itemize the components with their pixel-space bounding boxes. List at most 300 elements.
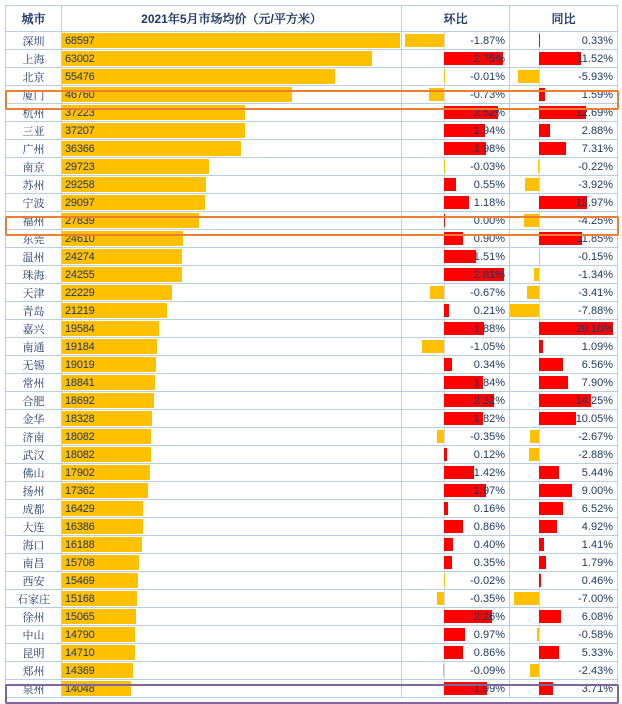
yoy-bar-label: -0.22% xyxy=(578,160,613,173)
yoy-bar-label: 6.08% xyxy=(581,610,613,623)
price-bar xyxy=(62,87,292,102)
cell-yoy xyxy=(510,554,618,572)
cell-mom xyxy=(402,86,510,104)
cell-mom xyxy=(402,374,510,392)
yoy-bar xyxy=(538,160,539,173)
mom-bar-label: -0.35% xyxy=(470,592,505,605)
cell-price xyxy=(62,68,402,86)
yoy-bar-label: -2.88% xyxy=(578,448,613,461)
cell-city: 嘉兴 xyxy=(6,320,62,338)
table-row[interactable] xyxy=(6,140,618,158)
yoy-bar xyxy=(534,268,539,281)
yoy-bar xyxy=(539,34,540,47)
table-row[interactable] xyxy=(6,500,618,518)
mom-bar xyxy=(444,358,451,371)
cell-yoy xyxy=(510,32,618,50)
yoy-bar xyxy=(539,556,546,569)
cell-price xyxy=(62,176,402,194)
table-row[interactable] xyxy=(6,338,618,356)
price-label: 18692 xyxy=(65,394,95,407)
cell-mom xyxy=(402,554,510,572)
cell-mom xyxy=(402,266,510,284)
yoy-bar xyxy=(539,88,545,101)
cell-city: 西安 xyxy=(6,572,62,590)
cell-yoy xyxy=(510,392,618,410)
mom-bar xyxy=(444,556,451,569)
mom-bar xyxy=(444,646,462,659)
cell-city: 南京 xyxy=(6,158,62,176)
table-row[interactable] xyxy=(6,374,618,392)
cell-price xyxy=(62,32,402,50)
table-row[interactable] xyxy=(6,320,618,338)
price-label: 29723 xyxy=(65,160,95,173)
cell-city: 扬州 xyxy=(6,482,62,500)
table-row[interactable] xyxy=(6,158,618,176)
table-row[interactable] xyxy=(6,392,618,410)
cell-city: 温州 xyxy=(6,248,62,266)
cell-yoy xyxy=(510,266,618,284)
mom-bar-label: -0.02% xyxy=(470,574,505,587)
cell-price xyxy=(62,518,402,536)
cell-mom xyxy=(402,608,510,626)
cell-price xyxy=(62,482,402,500)
yoy-bar-label: 0.33% xyxy=(581,34,613,47)
price-label: 37223 xyxy=(65,106,95,119)
price-label: 18328 xyxy=(65,412,95,425)
price-label: 46760 xyxy=(65,88,95,101)
table-row[interactable] xyxy=(6,302,618,320)
price-label: 55476 xyxy=(65,70,95,83)
mom-bar-label: -0.73% xyxy=(470,88,505,101)
yoy-bar-label: 1.09% xyxy=(581,340,613,353)
mom-bar-label: 0.00% xyxy=(473,214,505,227)
cell-mom xyxy=(402,464,510,482)
price-label: 68597 xyxy=(65,34,95,47)
table-row[interactable] xyxy=(6,482,618,500)
mom-bar xyxy=(422,340,444,353)
yoy-bar-label: 10.05% xyxy=(575,412,613,425)
mom-bar-label: 0.12% xyxy=(473,448,505,461)
cell-price xyxy=(62,122,402,140)
mom-bar xyxy=(444,304,449,317)
mom-bar xyxy=(405,34,445,47)
yoy-bar xyxy=(539,412,576,425)
yoy-bar xyxy=(537,628,539,641)
yoy-bar xyxy=(524,214,540,227)
cell-mom xyxy=(402,320,510,338)
price-label: 16429 xyxy=(65,502,95,515)
cell-city: 南通 xyxy=(6,338,62,356)
cell-yoy xyxy=(510,356,618,374)
yoy-bar xyxy=(525,178,539,191)
cell-mom xyxy=(402,626,510,644)
mom-bar xyxy=(444,214,445,227)
mom-bar-label: 0.55% xyxy=(473,178,505,191)
cell-yoy xyxy=(510,482,618,500)
cell-price xyxy=(62,464,402,482)
table-row[interactable] xyxy=(6,68,618,86)
mom-bar xyxy=(444,466,474,479)
mom-bar-label: 0.86% xyxy=(473,646,505,659)
price-label: 21219 xyxy=(65,304,95,317)
cell-price xyxy=(62,158,402,176)
cell-city: 中山 xyxy=(6,626,62,644)
cell-city: 上海 xyxy=(6,50,62,68)
yoy-bar-label: 6.52% xyxy=(581,502,613,515)
cell-yoy xyxy=(510,212,618,230)
mom-bar xyxy=(444,250,476,263)
mom-bar-label: -0.01% xyxy=(470,70,505,83)
cell-mom xyxy=(402,284,510,302)
cell-yoy xyxy=(510,428,618,446)
table-row[interactable] xyxy=(6,212,618,230)
cell-city: 大连 xyxy=(6,518,62,536)
cell-price xyxy=(62,500,402,518)
yoy-bar-label: 11.85% xyxy=(576,232,613,245)
table-row[interactable] xyxy=(6,518,618,536)
cell-price xyxy=(62,140,402,158)
price-label: 36366 xyxy=(65,142,95,155)
table-row[interactable] xyxy=(6,428,618,446)
cell-price xyxy=(62,572,402,590)
mom-bar xyxy=(437,430,444,443)
column-header-city: 城市 xyxy=(6,6,62,32)
cell-price xyxy=(62,86,402,104)
price-label: 37207 xyxy=(65,124,95,137)
mom-bar-label: -1.05% xyxy=(470,340,505,353)
mom-bar-label: 1.98% xyxy=(473,142,505,155)
yoy-bar xyxy=(539,646,559,659)
cell-yoy xyxy=(510,68,618,86)
mom-bar xyxy=(444,628,465,641)
cell-mom xyxy=(402,50,510,68)
table-row[interactable] xyxy=(6,446,618,464)
cell-mom xyxy=(402,68,510,86)
table-row[interactable] xyxy=(6,194,618,212)
cell-city: 济南 xyxy=(6,428,62,446)
mom-bar-label: 2.81% xyxy=(473,268,505,281)
table-row[interactable] xyxy=(6,248,618,266)
cell-price xyxy=(62,590,402,608)
price-label: 19019 xyxy=(65,358,95,371)
cell-yoy xyxy=(510,644,618,662)
table-row[interactable] xyxy=(6,50,618,68)
table-row[interactable] xyxy=(6,662,618,680)
yoy-bar-label: -7.00% xyxy=(578,592,613,605)
mom-bar xyxy=(437,592,444,605)
cell-yoy xyxy=(510,662,618,680)
yoy-bar-label: 20.10% xyxy=(575,322,613,335)
yoy-bar-label: 5.44% xyxy=(581,466,613,479)
mom-bar-label: 1.42% xyxy=(473,466,505,479)
mom-bar xyxy=(444,574,445,587)
cell-price xyxy=(62,680,402,698)
cell-mom xyxy=(402,536,510,554)
mom-bar-label: 1.51% xyxy=(473,250,505,263)
mom-bar xyxy=(444,160,445,173)
price-label: 18841 xyxy=(65,376,95,389)
price-label: 14369 xyxy=(65,664,95,677)
cell-yoy xyxy=(510,626,618,644)
cell-city: 深圳 xyxy=(6,32,62,50)
yoy-bar xyxy=(539,502,563,515)
cell-price xyxy=(62,410,402,428)
mom-bar-label: 2.32% xyxy=(473,394,505,407)
cell-city: 福州 xyxy=(6,212,62,230)
price-label: 14790 xyxy=(65,628,95,641)
mom-bar-label: -0.35% xyxy=(470,430,505,443)
cell-mom xyxy=(402,212,510,230)
mom-bar xyxy=(444,196,469,209)
mom-bar xyxy=(443,664,445,677)
mom-bar xyxy=(430,286,444,299)
cell-city: 青岛 xyxy=(6,302,62,320)
column-header-yoy: 同比 xyxy=(510,6,618,32)
cell-yoy xyxy=(510,284,618,302)
price-label: 24255 xyxy=(65,268,95,281)
yoy-bar xyxy=(510,304,539,317)
mom-bar-label: 1.88% xyxy=(473,322,505,335)
column-header-mom: 环比 xyxy=(402,6,510,32)
cell-price xyxy=(62,284,402,302)
cell-mom xyxy=(402,446,510,464)
cell-yoy xyxy=(510,464,618,482)
table-row[interactable] xyxy=(6,356,618,374)
price-label: 29097 xyxy=(65,196,95,209)
yoy-bar-label: -0.15% xyxy=(578,250,613,263)
table-row[interactable] xyxy=(6,176,618,194)
price-label: 29258 xyxy=(65,178,95,191)
cell-price xyxy=(62,338,402,356)
cell-mom xyxy=(402,500,510,518)
yoy-bar-label: -1.34% xyxy=(578,268,613,281)
yoy-bar xyxy=(539,124,550,137)
yoy-bar xyxy=(539,466,559,479)
cell-price xyxy=(62,104,402,122)
mom-bar xyxy=(444,232,463,245)
cell-city: 三亚 xyxy=(6,122,62,140)
cell-yoy xyxy=(510,140,618,158)
cell-yoy xyxy=(510,536,618,554)
cell-city: 郑州 xyxy=(6,662,62,680)
price-label: 16386 xyxy=(65,520,95,533)
yoy-bar xyxy=(518,70,540,83)
cell-price xyxy=(62,662,402,680)
mom-bar-label: -0.03% xyxy=(470,160,505,173)
table-row[interactable] xyxy=(6,644,618,662)
price-label: 24274 xyxy=(65,250,95,263)
yoy-bar xyxy=(539,538,544,551)
table-row[interactable] xyxy=(6,104,618,122)
price-label: 14048 xyxy=(65,682,95,695)
cell-mom xyxy=(402,590,510,608)
price-label: 17902 xyxy=(65,466,95,479)
cell-mom xyxy=(402,104,510,122)
cell-mom xyxy=(402,338,510,356)
cell-price xyxy=(62,536,402,554)
mom-bar xyxy=(444,448,447,461)
mom-bar xyxy=(444,70,445,83)
mom-bar-label: 0.21% xyxy=(473,304,505,317)
yoy-bar xyxy=(539,682,553,695)
cell-price xyxy=(62,194,402,212)
yoy-bar-label: -3.41% xyxy=(578,286,613,299)
price-label: 15065 xyxy=(65,610,95,623)
yoy-bar xyxy=(539,520,557,533)
table-header-row xyxy=(6,6,618,32)
city-price-table xyxy=(5,5,618,698)
mom-bar xyxy=(444,178,456,191)
yoy-bar xyxy=(539,574,541,587)
yoy-bar xyxy=(529,448,540,461)
yoy-bar xyxy=(539,340,543,353)
cell-city: 南昌 xyxy=(6,554,62,572)
cell-yoy xyxy=(510,680,618,698)
cell-mom xyxy=(402,410,510,428)
yoy-bar xyxy=(514,592,540,605)
price-label: 16188 xyxy=(65,538,95,551)
table-row[interactable] xyxy=(6,626,618,644)
yoy-bar-label: -3.92% xyxy=(578,178,613,191)
cell-price xyxy=(62,428,402,446)
cell-yoy xyxy=(510,230,618,248)
cell-price xyxy=(62,230,402,248)
cell-yoy xyxy=(510,50,618,68)
mom-bar-label: -0.09% xyxy=(470,664,505,677)
table-row[interactable] xyxy=(6,536,618,554)
cell-city: 徐州 xyxy=(6,608,62,626)
cell-mom xyxy=(402,230,510,248)
mom-bar-label: 1.84% xyxy=(473,376,505,389)
cell-city: 天津 xyxy=(6,284,62,302)
yoy-bar xyxy=(530,664,539,677)
yoy-bar-label: 12.69% xyxy=(575,106,613,119)
yoy-bar-label: -2.67% xyxy=(578,430,613,443)
table-row[interactable] xyxy=(6,32,618,50)
cell-city: 北京 xyxy=(6,68,62,86)
price-label: 63002 xyxy=(65,52,95,65)
mom-bar xyxy=(444,502,447,515)
cell-price xyxy=(62,446,402,464)
yoy-bar-label: 9.00% xyxy=(581,484,613,497)
cell-price xyxy=(62,248,402,266)
cell-city: 佛山 xyxy=(6,464,62,482)
cell-yoy xyxy=(510,590,618,608)
table-row[interactable] xyxy=(6,284,618,302)
cell-city: 石家庄 xyxy=(6,590,62,608)
cell-mom xyxy=(402,140,510,158)
table-row[interactable] xyxy=(6,608,618,626)
cell-yoy xyxy=(510,338,618,356)
yoy-bar xyxy=(527,286,540,299)
cell-mom xyxy=(402,662,510,680)
price-bar xyxy=(62,69,335,84)
yoy-bar-label: 12.97% xyxy=(575,196,613,209)
yoy-bar-label: 14.25% xyxy=(575,394,613,407)
cell-yoy xyxy=(510,176,618,194)
mom-bar-label: 1.82% xyxy=(473,412,505,425)
price-label: 15708 xyxy=(65,556,95,569)
yoy-bar xyxy=(539,142,566,155)
yoy-bar-label: 6.56% xyxy=(581,358,613,371)
cell-yoy xyxy=(510,158,618,176)
table-row[interactable] xyxy=(6,266,618,284)
table-row[interactable] xyxy=(6,410,618,428)
price-label: 24610 xyxy=(65,232,95,245)
cell-mom xyxy=(402,680,510,698)
yoy-bar-label: 0.46% xyxy=(581,574,613,587)
yoy-bar xyxy=(539,250,540,263)
price-label: 15168 xyxy=(65,592,95,605)
yoy-bar-label: 2.88% xyxy=(581,124,613,137)
mom-bar-label: 1.94% xyxy=(473,124,505,137)
yoy-bar xyxy=(539,358,563,371)
price-label: 18082 xyxy=(65,448,95,461)
cell-yoy xyxy=(510,86,618,104)
yoy-bar xyxy=(539,52,581,65)
yoy-bar-label: 3.71% xyxy=(581,682,613,695)
yoy-bar-label: -0.58% xyxy=(578,628,613,641)
yoy-bar-label: 1.41% xyxy=(581,538,613,551)
cell-price xyxy=(62,302,402,320)
cell-price xyxy=(62,212,402,230)
cell-city: 成都 xyxy=(6,500,62,518)
mom-bar-label: 0.86% xyxy=(473,520,505,533)
cell-mom xyxy=(402,644,510,662)
mom-bar-label: 1.18% xyxy=(473,196,505,209)
yoy-bar-label: 7.31% xyxy=(581,142,613,155)
table-row[interactable] xyxy=(6,554,618,572)
cell-city: 昆明 xyxy=(6,644,62,662)
cell-mom xyxy=(402,122,510,140)
cell-yoy xyxy=(510,500,618,518)
yoy-bar-label: 7.90% xyxy=(581,376,613,389)
cell-yoy xyxy=(510,122,618,140)
table-row[interactable] xyxy=(6,572,618,590)
cell-price xyxy=(62,266,402,284)
mom-bar-label: 0.35% xyxy=(473,556,505,569)
mom-bar-label: -0.67% xyxy=(470,286,505,299)
cell-city: 东莞 xyxy=(6,230,62,248)
price-label: 22229 xyxy=(65,286,95,299)
table-row[interactable] xyxy=(6,122,618,140)
cell-price xyxy=(62,608,402,626)
cell-mom xyxy=(402,482,510,500)
cell-city: 海口 xyxy=(6,536,62,554)
mom-bar-label: 1.99% xyxy=(473,682,505,695)
cell-city: 合肥 xyxy=(6,392,62,410)
table-row[interactable] xyxy=(6,464,618,482)
yoy-bar-label: 1.79% xyxy=(581,556,613,569)
cell-yoy xyxy=(510,410,618,428)
cell-yoy xyxy=(510,572,618,590)
price-bar xyxy=(62,33,400,48)
cell-city: 常州 xyxy=(6,374,62,392)
yoy-bar-label: 4.92% xyxy=(581,520,613,533)
table-row[interactable] xyxy=(6,680,618,698)
cell-yoy xyxy=(510,248,618,266)
price-bar xyxy=(62,51,372,66)
table-row[interactable] xyxy=(6,86,618,104)
table-row[interactable] xyxy=(6,590,618,608)
cell-mom xyxy=(402,428,510,446)
cell-mom xyxy=(402,392,510,410)
cell-city: 杭州 xyxy=(6,104,62,122)
price-label: 17362 xyxy=(65,484,95,497)
cell-mom xyxy=(402,158,510,176)
yoy-bar-label: -5.93% xyxy=(578,70,613,83)
table-row[interactable] xyxy=(6,230,618,248)
